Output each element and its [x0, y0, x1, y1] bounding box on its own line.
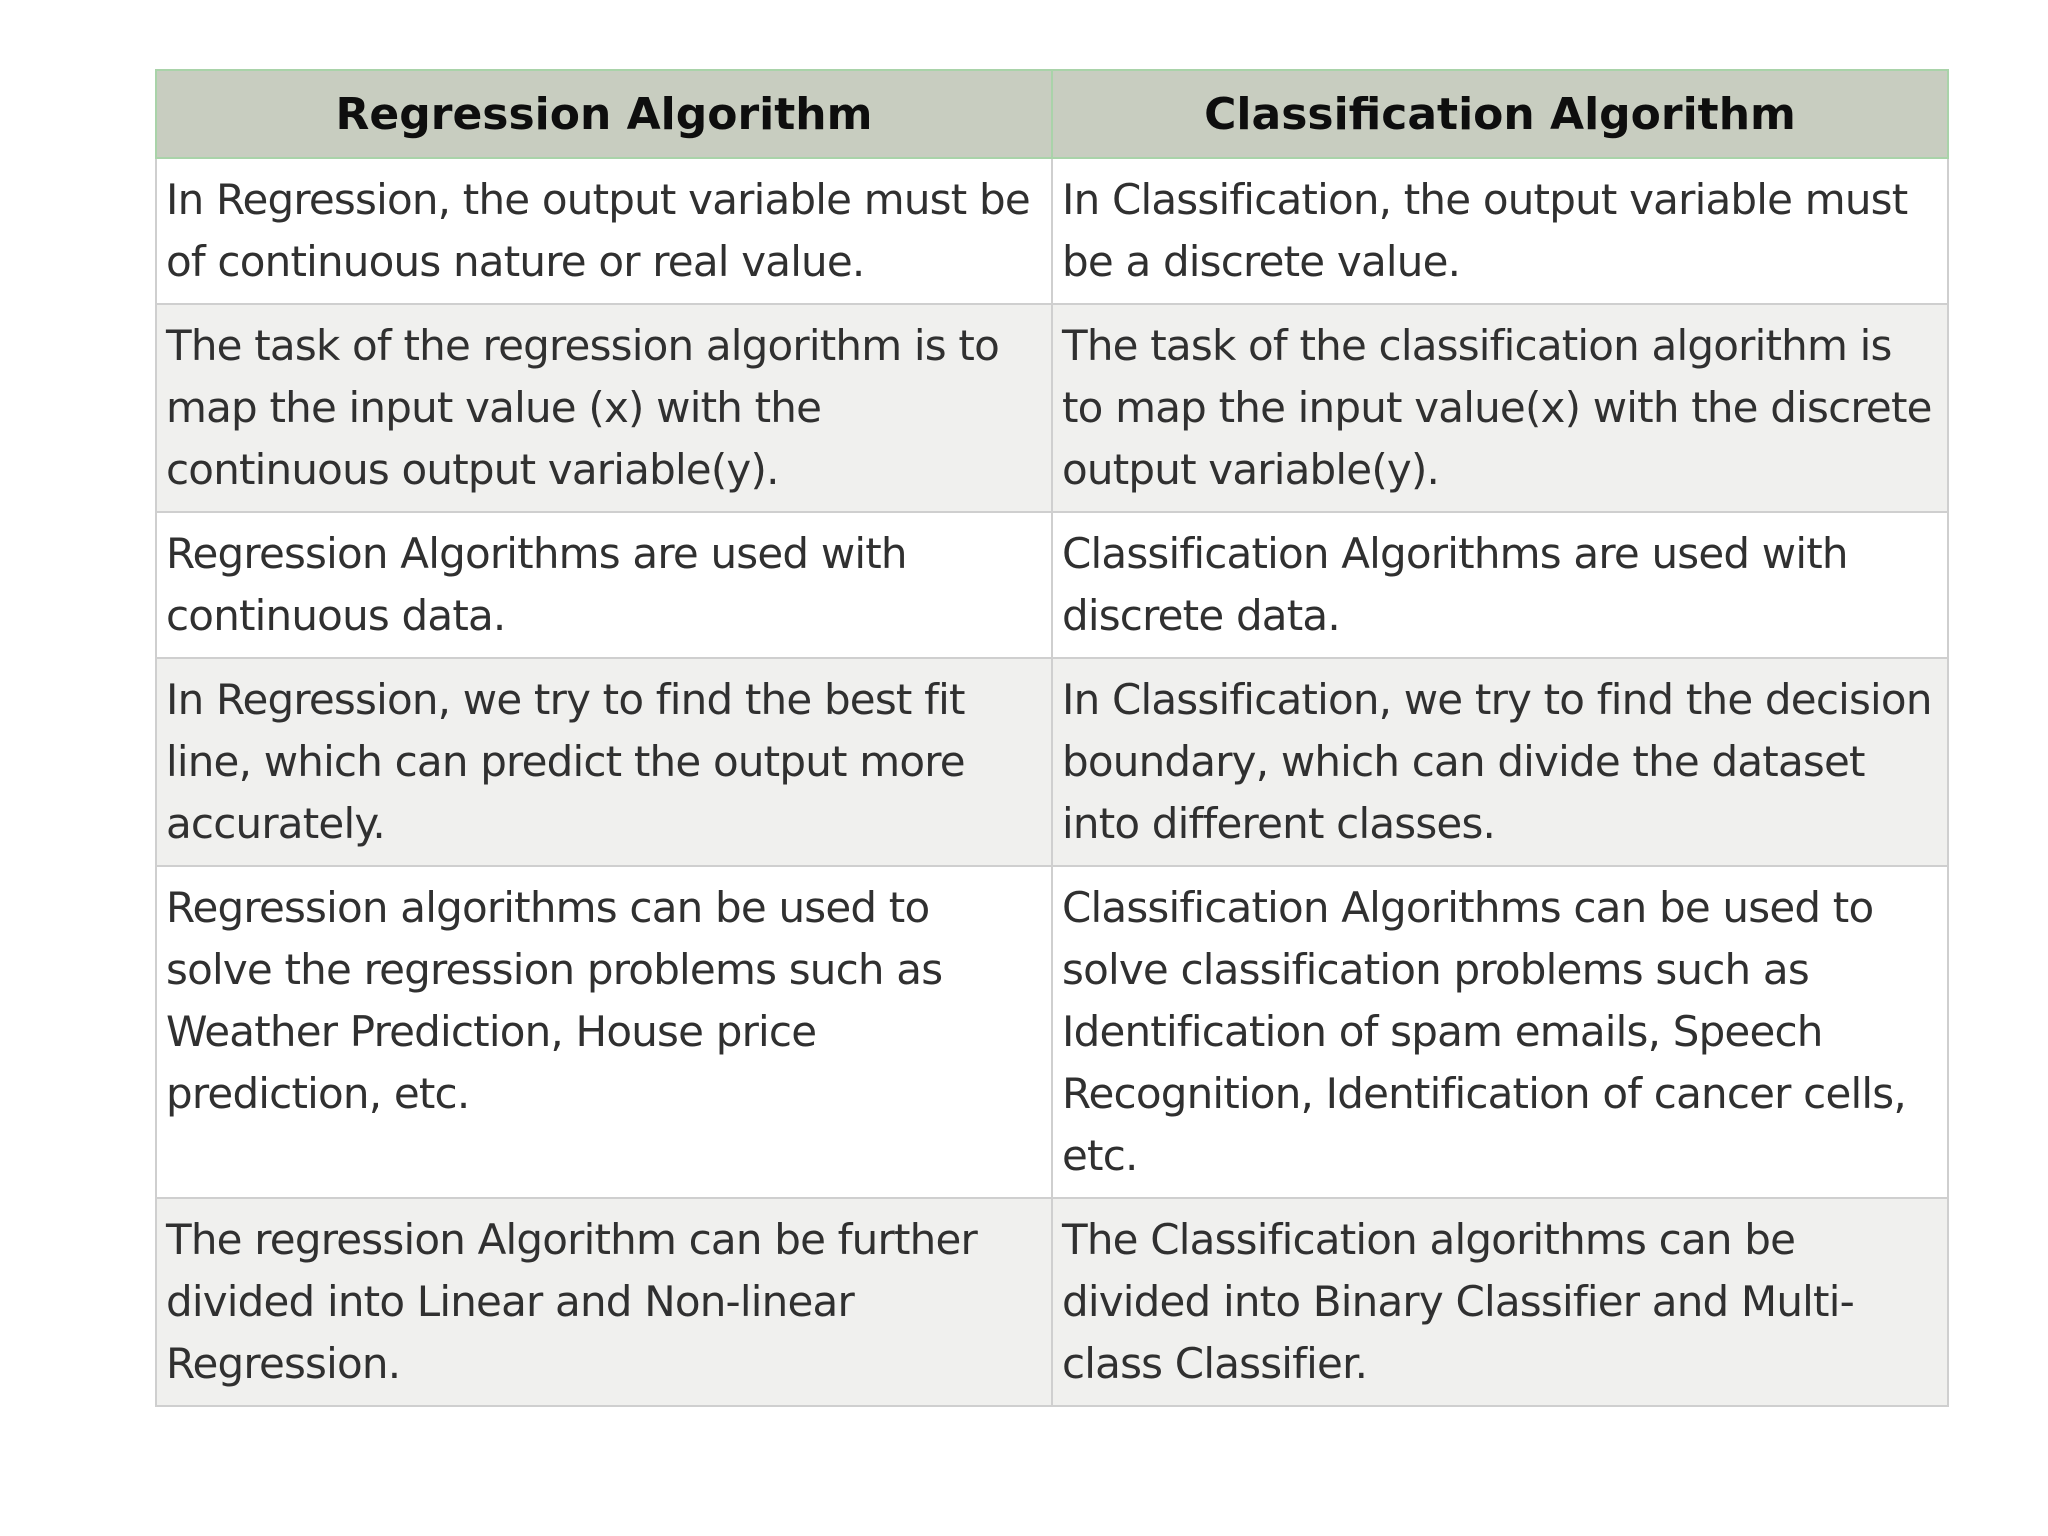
table-row	[156, 512, 1948, 658]
cell-text: The regression Algorithm can be further divided into Linear and Non-linear Regression.	[166, 1215, 977, 1388]
cell-text: Regression Algorithms are used with continuous data.	[166, 529, 907, 640]
cell-text: In Classification, we try to find the decision boundary, which can divide the dataset into different classes.	[1062, 675, 1932, 848]
header-regression: Regression Algorithm	[156, 70, 1052, 158]
comparison-table-container	[155, 69, 1947, 1407]
table-row	[156, 1198, 1948, 1406]
cell-text: The task of the classification algorithm is to map the input value(x) with the discrete output variable(y).	[1062, 321, 1932, 494]
table-row	[156, 866, 1948, 1198]
table-row	[156, 304, 1948, 512]
cell-classification	[1052, 304, 1948, 512]
cell-classification	[1052, 658, 1948, 866]
cell-text: The Classification algorithms can be divided into Binary Classifier and Multi-class Classifier.	[1062, 1215, 1854, 1388]
table-row	[156, 158, 1948, 304]
cell-classification	[1052, 158, 1948, 304]
cell-text: In Regression, we try to find the best fit line, which can predict the output more accurately.	[166, 675, 965, 848]
cell-classification	[1052, 512, 1948, 658]
cell-regression	[156, 1198, 1052, 1406]
cell-text: In Classification, the output variable must be a discrete value.	[1062, 175, 1908, 286]
cell-text: In Regression, the output variable must be of continuous nature or real value.	[166, 175, 1030, 286]
cell-text: Classification Algorithms are used with discrete data.	[1062, 529, 1848, 640]
cell-regression	[156, 158, 1052, 304]
header-classification: Classification Algorithm	[1052, 70, 1948, 158]
table-header-row	[156, 70, 1948, 158]
table-row	[156, 658, 1948, 866]
cell-regression	[156, 512, 1052, 658]
cell-text: Classification Algorithms can be used to solve classification problems such as Identification of spam emails, Speech Recognition, Identification of cancer cells, etc.	[1062, 883, 1906, 1180]
cell-regression	[156, 304, 1052, 512]
cell-regression	[156, 658, 1052, 866]
cell-classification	[1052, 1198, 1948, 1406]
cell-classification	[1052, 866, 1948, 1198]
cell-text: Regression algorithms can be used to solve the regression problems such as Weather Prediction, House price prediction, etc.	[166, 883, 943, 1118]
comparison-table	[155, 69, 1949, 1407]
cell-regression	[156, 866, 1052, 1198]
cell-text: The task of the regression algorithm is to map the input value (x) with the continuous output variable(y).	[166, 321, 999, 494]
